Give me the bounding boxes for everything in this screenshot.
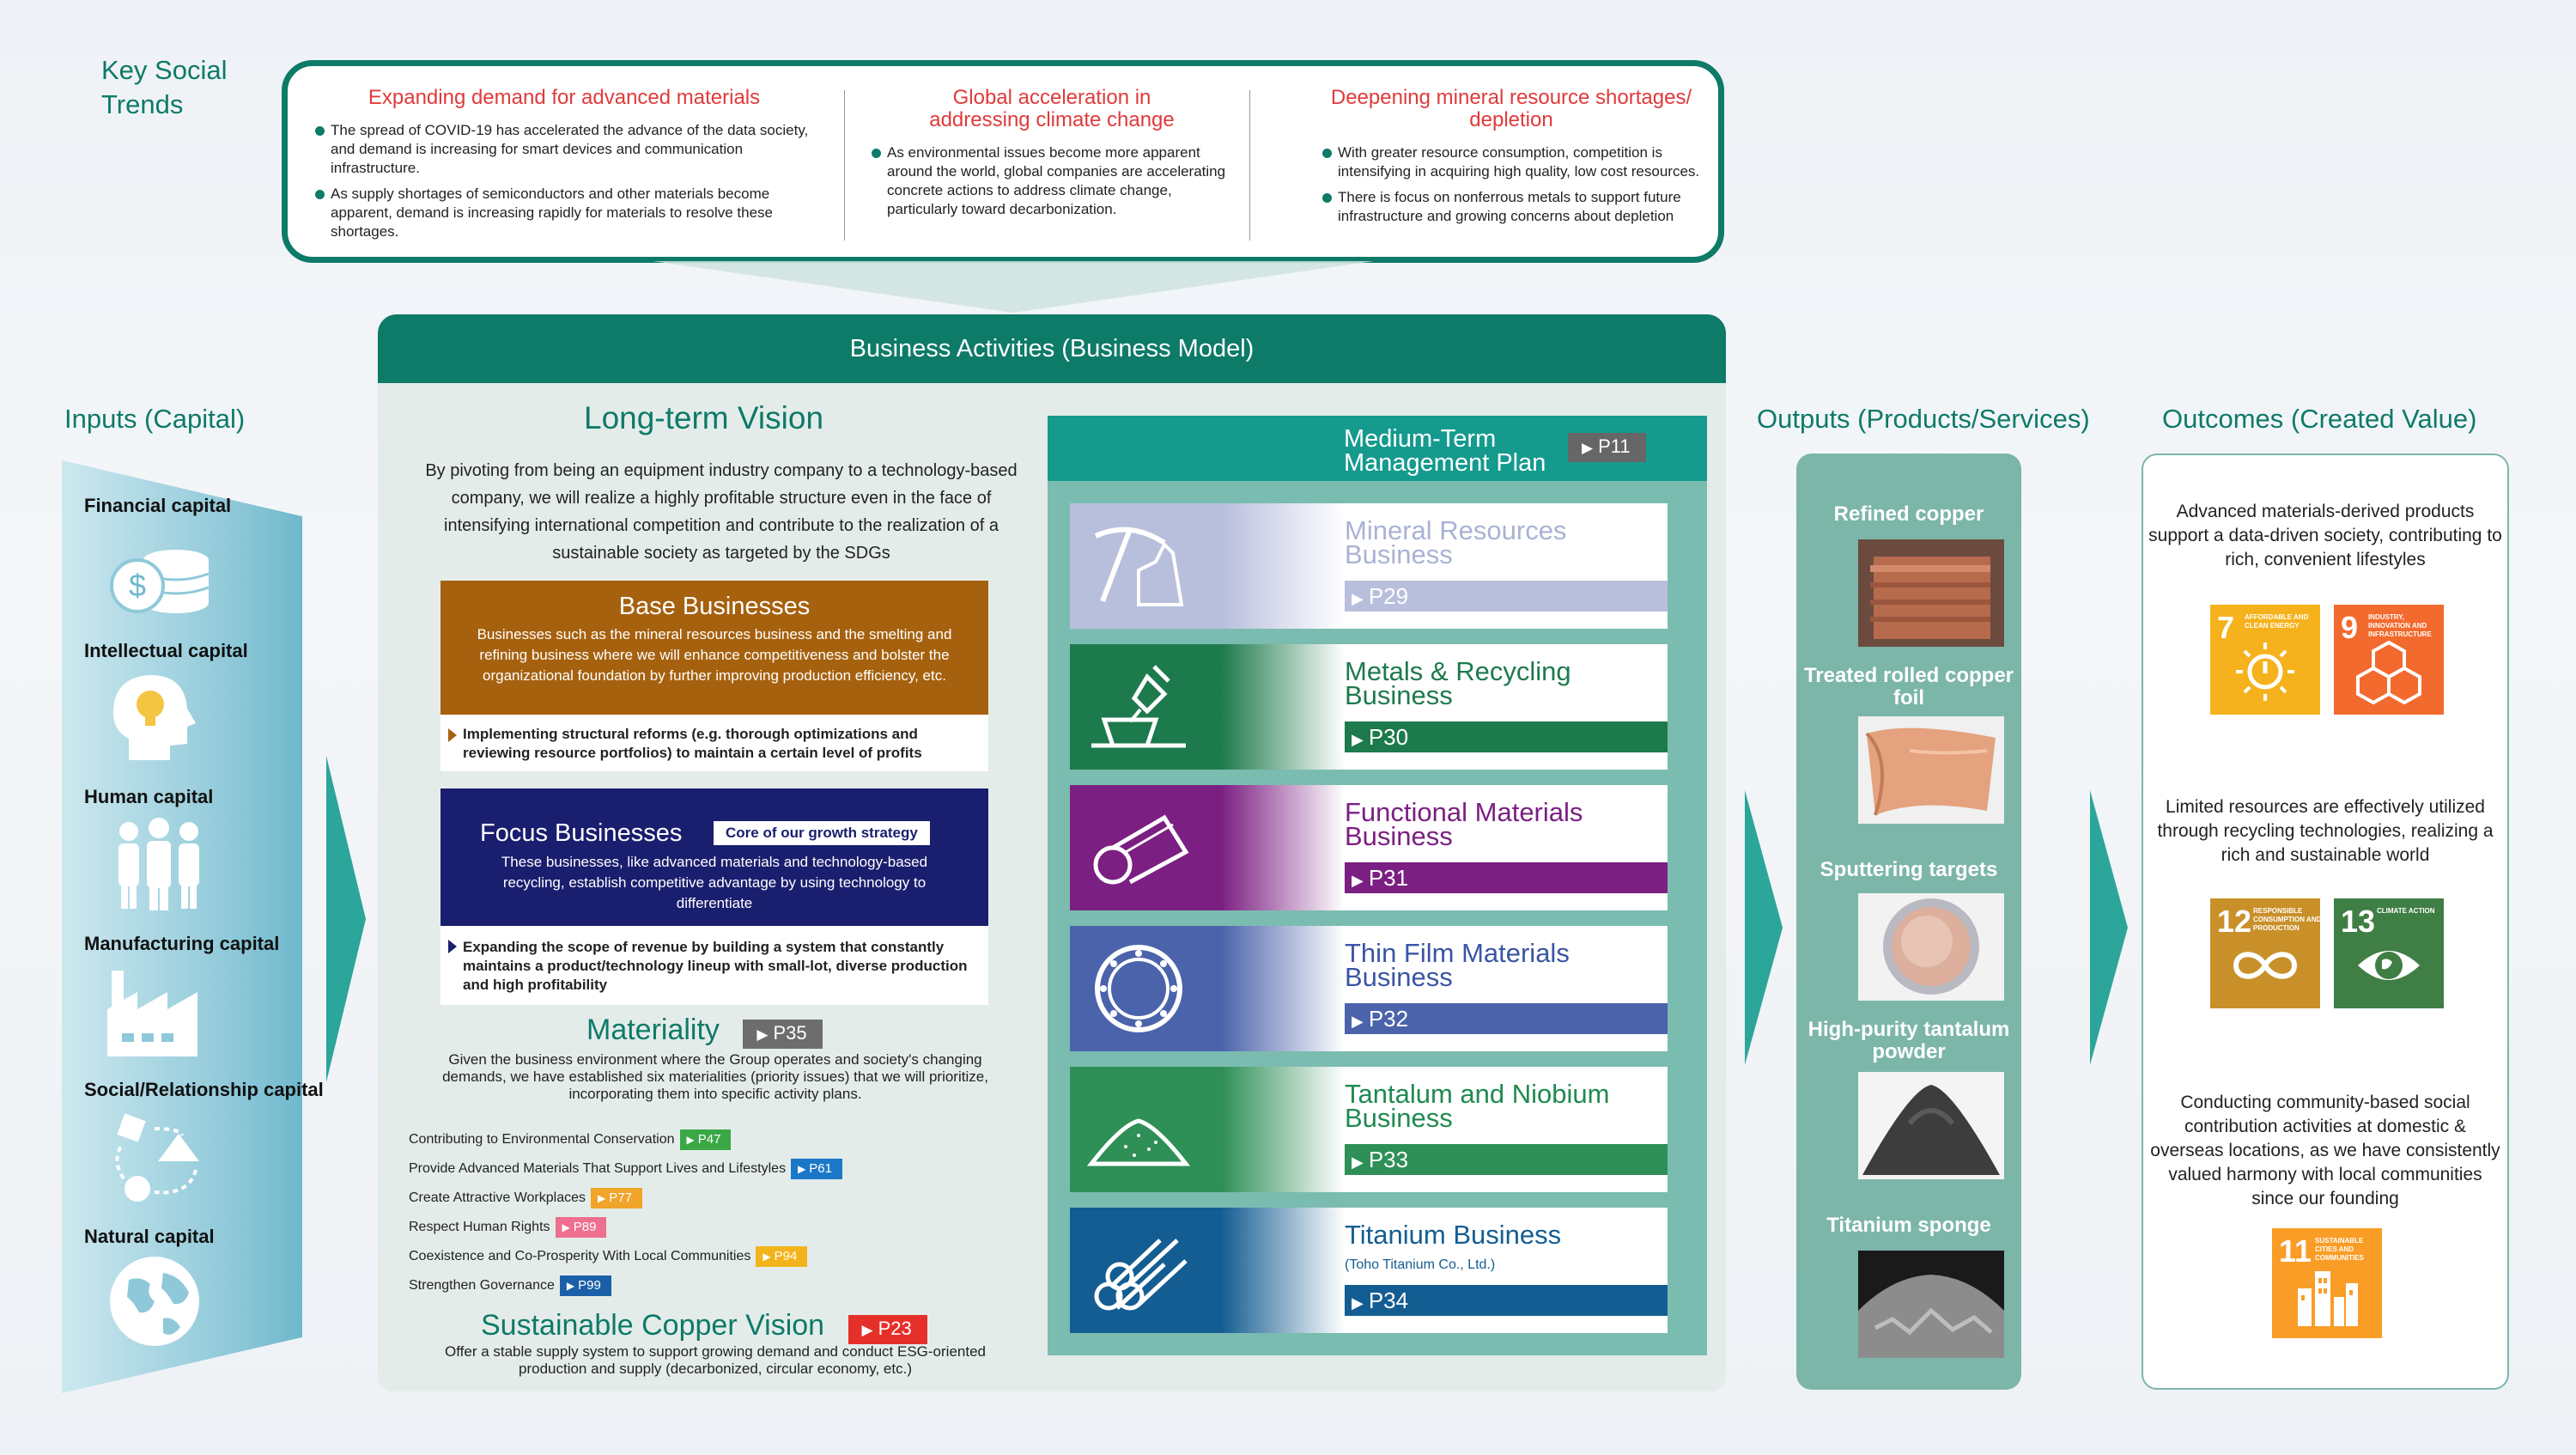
materiality-item-label: Coexistence and Co-Prosperity With Local Communities (409, 1249, 751, 1264)
base-businesses-strategy (440, 715, 988, 771)
svg-text:$: $ (128, 568, 147, 603)
copper-foil-image (1858, 716, 2004, 824)
materiality-item-label: Strengthen Governance (409, 1278, 555, 1294)
trend-heading: Deepening mineral resource shortages/ depletion (1330, 86, 1692, 131)
business-card (1070, 785, 1668, 910)
materiality-item (409, 1275, 611, 1296)
materiality-item (409, 1217, 606, 1238)
base-businesses-box (440, 581, 988, 715)
materiality-item (409, 1129, 731, 1150)
focus-businesses-title: Focus Businesses (480, 819, 683, 847)
materiality-item (409, 1188, 642, 1208)
business-name: Titanium Business (1345, 1220, 1562, 1250)
globe-icon (103, 1254, 215, 1348)
sdg-12-icon (2210, 898, 2320, 1008)
sdg-label: SUSTAINABLE CITIES AND COMMUNITIES (2315, 1237, 2364, 1262)
business-name: Tantalum and Niobium Business (1345, 1079, 1610, 1133)
sun-power-icon (2233, 639, 2298, 704)
sdg-11-icon (2272, 1228, 2382, 1338)
base-businesses-desc: Businesses such as the mineral resources business and the smelting and refining business where we will enhance competitiveness and bolster the organizational foundation by further improving production efficiency, etc. (477, 626, 952, 684)
rods-icon (1087, 1223, 1190, 1318)
base-businesses-strategy-text: Implementing structural reforms (e.g. thorough optimizations and reviewing resource portfolios) to maintain a certain level of profits (463, 726, 922, 761)
trend-bullet: The spread of COVID-19 has accelerated the advance of the data society, and demand is increasing for smart devices and communication infrastructure. (315, 121, 813, 178)
business-page-link[interactable]: ▶ P29 (1345, 581, 1668, 612)
materiality-item (409, 1246, 807, 1267)
materiality-item-label: Provide Advanced Materials That Support Lives and Lifestyles (409, 1161, 787, 1177)
business-page-link[interactable]: ▶ P32 (1345, 1003, 1668, 1034)
sputtering-target-image (1858, 893, 2004, 1001)
sdg-number: 9 (2341, 610, 2359, 645)
outputs-arrow (1745, 790, 1783, 1065)
triangle-icon (448, 728, 457, 742)
materiality-item (409, 1159, 842, 1179)
business-activities-header: Business Activities (Business Model) (378, 314, 1726, 383)
business-name: Functional Materials Business (1345, 797, 1583, 851)
triangle-icon (448, 940, 457, 953)
business-page-link[interactable]: ▶ P34 (1345, 1285, 1668, 1316)
materiality-page-link[interactable]: ▶ P61 (791, 1159, 842, 1179)
business-card (1070, 1208, 1668, 1333)
input-label: Manufacturing capital (84, 933, 280, 954)
trend-column-3 (1322, 87, 1700, 233)
trend-column-2 (872, 87, 1232, 226)
long-term-vision-title: Long-term Vision (584, 400, 824, 435)
medium-term-plan-page-link[interactable]: ▶ P11 (1568, 433, 1646, 462)
focus-businesses-desc: These businesses, like advanced materials and technology-based recycling, establish competitive advantage by using technology to differentiate (501, 854, 928, 911)
divider (1249, 90, 1250, 240)
foil-roll-icon (1087, 801, 1190, 895)
long-term-vision-text: By pivoting from being an equipment industry company to a technology-based company, we will realize a highly profitable structure even in the face of intensifying international competition and contribute to the realization of a sustainable society as targeted by the SDGs (425, 461, 1018, 563)
sustainable-copper-vision-desc: Offer a stable supply system to support growing demand and conduct ESG-oriented production and supply (decarbonized, circular economy, etc.) (445, 1343, 986, 1377)
city-icon (2294, 1263, 2360, 1328)
business-name: Mineral Resources Business (1345, 515, 1567, 569)
input-label: Financial capital (84, 495, 232, 516)
output-label: Refined copper (1833, 502, 1984, 526)
medium-term-plan-title (1344, 427, 1558, 475)
output-label: Treated rolled copper foil (1803, 664, 2014, 709)
trends-funnel (653, 261, 1374, 313)
sdg-9-icon (2334, 605, 2444, 715)
powder-pile-icon (1087, 1082, 1190, 1177)
outcome-text: Limited resources are effectively utilized through recycling technologies, realizing a rich and sustainable world (2157, 797, 2494, 865)
sdg-13-icon (2334, 898, 2444, 1008)
business-name: Metals & Recycling Business (1345, 656, 1571, 710)
head-lightbulb-icon (103, 670, 215, 764)
materiality-title (586, 1014, 823, 1049)
outputs-title: Outputs (Products/Services) (1757, 404, 2090, 434)
refined-copper-image (1858, 539, 2004, 647)
sdg-number: 7 (2217, 610, 2235, 645)
sdg-label: INDUSTRY, INNOVATION AND INFRASTRUCTURE (2368, 613, 2432, 638)
business-page-link[interactable]: ▶ P31 (1345, 862, 1668, 893)
focus-businesses-strategy-text: Expanding the scope of revenue by building a system that constantly maintains a product/technology lineup with small-lot, diverse production and high profitability (463, 939, 968, 993)
outcome-text: Conducting community-based social contribution activities at domestic & overseas locations, as we have consistently valued harmony with local communities since our founding (2150, 1093, 2500, 1208)
divider (844, 90, 845, 240)
sustainable-copper-vision-title (481, 1309, 927, 1344)
business-card (1070, 926, 1668, 1051)
sdg-number: 12 (2217, 904, 2252, 939)
business-card (1070, 644, 1668, 770)
trend-bullet: There is focus on nonferrous metals to support future infrastructure and growing concerns about depletion (1322, 188, 1700, 226)
input-label: Social/Relationship capital (84, 1079, 324, 1100)
outcome-text: Advanced materials-derived products support a data-driven society, contributing to rich, convenient lifestyles (2148, 502, 2502, 569)
titanium-sponge-image (1858, 1251, 2004, 1358)
trend-column-1 (315, 87, 813, 248)
network-icon (103, 1110, 215, 1204)
sdg-label: RESPONSIBLE CONSUMPTION AND PRODUCTION (2253, 907, 2322, 932)
materiality-page-link[interactable]: ▶ P77 (591, 1188, 642, 1208)
input-label: Natural capital (84, 1226, 215, 1247)
business-card (1070, 1067, 1668, 1192)
materiality-page-link[interactable]: ▶ P47 (680, 1129, 732, 1150)
base-businesses-title: Base Businesses (618, 593, 811, 620)
focus-businesses-box (440, 788, 988, 926)
business-subtitle: (Toho Titanium Co., Ltd.) (1345, 1257, 1496, 1272)
factory-icon (103, 966, 215, 1061)
materiality-page-link[interactable]: ▶ P94 (756, 1246, 807, 1267)
materiality-item-label: Contributing to Environmental Conservation (409, 1132, 675, 1148)
inputs-arrow (326, 756, 366, 1082)
eye-globe-icon (2356, 933, 2421, 998)
input-label: Human capital (84, 786, 214, 807)
medium-term-plan-title-text: Medium-Term Management Plan (1344, 425, 1546, 477)
target-ring-icon (1087, 941, 1190, 1036)
infinity-icon (2233, 933, 2298, 998)
sustainable-copper-vision-text: Sustainable Copper Vision (481, 1309, 825, 1342)
trend-bullet: As environmental issues become more apparent around the world, global companies are accelerating concrete actions to address climate change, particularly toward decarbonization. (872, 143, 1232, 219)
sdg-label: AFFORDABLE AND CLEAN ENERGY (2245, 613, 2309, 630)
sdg-number: 13 (2341, 904, 2376, 939)
trend-bullet: With greater resource consumption, competition is intensifying in acquiring high quality, low cost resources. (1322, 143, 1700, 181)
materiality-item-label: Respect Human Rights (409, 1220, 550, 1235)
outcomes-title: Outcomes (Created Value) (2162, 404, 2477, 434)
outcomes-arrow (2090, 790, 2128, 1065)
input-label: Intellectual capital (84, 640, 248, 661)
trend-bullet: As supply shortages of semiconductors and other materials become apparent, demand is increasing rapidly for materials to resolve these shortages. (315, 185, 813, 241)
focus-businesses-strategy (440, 926, 988, 1005)
ladle-icon (1087, 660, 1190, 754)
materiality-page-link[interactable]: ▶ P89 (556, 1217, 607, 1238)
output-label: High-purity tantalum powder (1807, 1018, 2010, 1063)
materiality-page-link[interactable]: ▶ P99 (560, 1275, 611, 1296)
business-name: Thin Film Materials Business (1345, 938, 1570, 992)
trend-heading: Expanding demand for advanced materials (368, 86, 761, 109)
materiality-item-label: Create Attractive Workplaces (409, 1190, 586, 1206)
growth-strategy-tag: Core of our growth strategy (714, 821, 930, 845)
business-card (1070, 503, 1668, 629)
output-label: Titanium sponge (1826, 1214, 1991, 1237)
sdg-7-icon (2210, 605, 2320, 715)
output-label: Sputtering targets (1820, 858, 1998, 881)
materiality-desc: Given the business environment where the Group operates and society's changing demands, we have established six materialities (priority issues) that we will prioritize, incorporating them into specific activity plans. (442, 1051, 988, 1102)
sdg-number: 11 (2279, 1233, 2312, 1269)
people-icon (103, 816, 215, 910)
materiality-page-link[interactable]: ▶ P35 (743, 1020, 822, 1049)
pickaxe-icon (1087, 519, 1190, 613)
key-social-trends-box (282, 60, 1724, 263)
sustainable-copper-vision-page-link[interactable]: ▶ P23 (848, 1315, 927, 1344)
inputs-title: Inputs (Capital) (64, 404, 246, 434)
key-social-trends-title: Key Social Trends (101, 55, 228, 119)
sdg-label: CLIMATE ACTION (2377, 907, 2435, 915)
trend-heading: Global acceleration in addressing climate change (929, 86, 1175, 131)
business-page-link[interactable]: ▶ P30 (1345, 721, 1668, 752)
cubes-icon (2356, 639, 2421, 704)
materiality-title-text: Materiality (586, 1014, 720, 1046)
tantalum-powder-image (1858, 1072, 2004, 1179)
money-icon (103, 534, 215, 629)
business-page-link[interactable]: ▶ P33 (1345, 1144, 1668, 1175)
